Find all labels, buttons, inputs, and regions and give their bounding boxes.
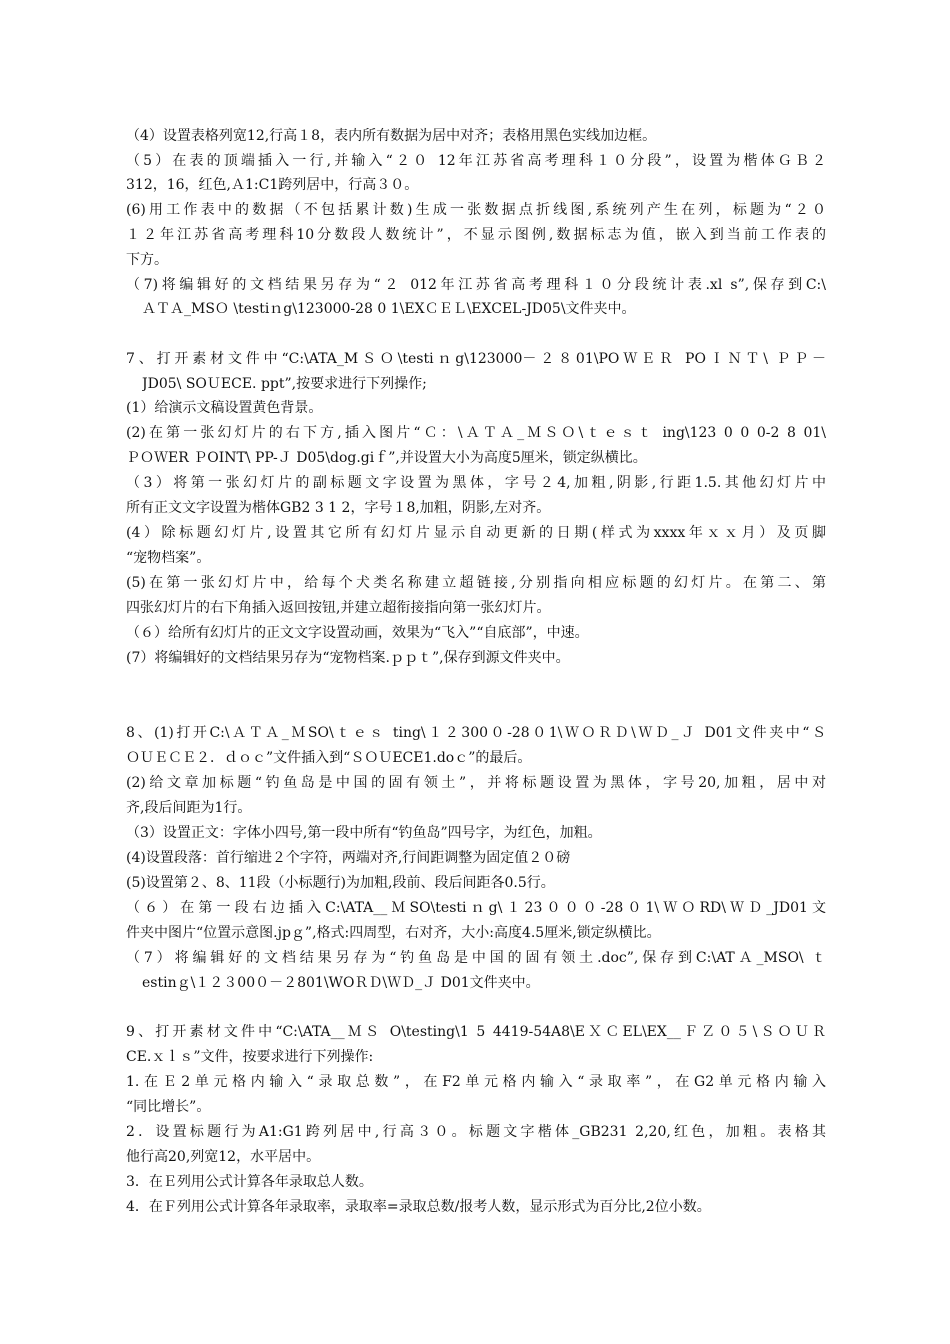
text-line: （3）将第一张幻灯片的副标题文字设置为黑体，字号２4,加粗,阴影,行距1.5.其他幻灯片中 — [126, 475, 826, 491]
text-line: １２年江苏省高考理科10分数段人数统计”，不显示图例,数据标志为值，嵌入到当前工作表的 — [126, 227, 826, 243]
text-line: 7、打开素材文件中“C:\ATA_MＳＯ\testiｎg\123000－２８01\POＷＥＲ POＩＮＴ\ ＰＰ－ — [126, 351, 826, 367]
text-line: 2．设置标题行为A1:G1跨列居中,行高３０。标题文字楷体_GB231 2,20,红色，加粗。表格其 — [126, 1124, 826, 1140]
text-line: ＯＵＥＣＥ２．ｄｏｃ”文件插入到“ＳＯＵECE1.doｃ”的最后。 — [126, 750, 532, 766]
text-line: “同比增长”。 — [126, 1099, 211, 1115]
text-line: 件夹中图片“位置示意图.jpｇ”,格式:四周型，右对齐，大小:高度4.5厘米,锁定纵横比。 — [126, 925, 661, 941]
text-line: （3）设置正文：字体小四号,第一段中所有“钓鱼岛”四号字，为红色，加粗。 — [126, 825, 602, 841]
text-line: （６）给所有幻灯片的正文文字设置动画，效果为“飞入”“自底部”，中速。 — [126, 625, 589, 641]
text-line: （4）设置表格列宽12,行高１8，表内所有数据为居中对齐；表格用黑色实线加边框。 — [126, 128, 657, 144]
text-line: 9、打开素材文件中“C:\ATA__ＭＳ O\testing\1 5 4419-54A8\EＸＣEL\EX__ＦＺ０５\ＳＯＵＲ — [126, 1024, 826, 1040]
text-line: 他行高20,列宽12，水平居中。 — [126, 1149, 321, 1165]
text-line: （5）在表的顶端插入一行,并输入“２０ 12年江苏省高考理科１０分段”，设置为楷体ＧＢ２ — [126, 153, 826, 169]
text-line: (6)用工作表中的数据（不包括累计数)生成一张数据点折线图,系统列产生在列，标题为“２０ — [126, 202, 826, 218]
text-line: ＰＯＷER ＰOINT\ PP-Ｊ D05\dog.giｆ”,并设置大小为高度5厘米，锁定纵横比。 — [126, 450, 647, 466]
text-line: CE.ｘｌｓ”文件，按要求进行下列操作: — [126, 1049, 374, 1065]
text-line: (2)给文章加标题“钓鱼岛是中国的固有领土”，并将标题设置为黑体，字号20,加粗，居中对 — [126, 775, 826, 791]
text-line: estinｇ\１２３00０－２801\WOＲＤ\ＷＤ_Ｊ D01文件夹中。 — [142, 975, 540, 991]
text-line: 1.在Ｅ2单元格内输入“录取总数”，在F2单元格内输入“录取率”，在G2单元格内输入 — [126, 1074, 826, 1090]
text-line: 312，16，红色,Ａ1:C1跨列居中，行高３０。 — [126, 177, 419, 193]
text-line: 四张幻灯片的右下角插入返回按钮,并建立超衔接指向第一张幻灯片。 — [126, 600, 551, 616]
text-line: (1）给演示文稿设置黄色背景。 — [126, 400, 323, 416]
text-line: 下方。 — [126, 252, 168, 268]
text-line: 8、(1)打开C:\ＡＴＡ_ＭSO\ｔｅｓ ting\１２300０-28０1\ＷＯＲＤ\ＷＤ_Ｊ D01文件夹中“Ｓ — [126, 725, 826, 741]
text-line: 所有正文文字设置为楷体GB2 3 1 2，字号１8,加粗，阴影,左对齐。 — [126, 500, 551, 516]
text-line: (7）将编辑好的文档结果另存为“宠物档案.ｐｐｔ”,保存到源文件夹中。 — [126, 650, 570, 666]
text-line: “宠物档案”。 — [126, 550, 211, 566]
text-line: （7)将编辑好的文档结果另存为“２ 012年江苏省高考理科１０分段统计表.xl s”,保存到C:\ — [126, 277, 826, 293]
text-line: (4)设置段落：首行缩进２个字符，两端对齐,行间距调整为固定值２０磅 — [126, 850, 571, 866]
text-line: 齐,段后间距为1行。 — [126, 800, 252, 816]
text-line: (4）除标题幻灯片,设置其它所有幻灯片显示自动更新的日期(样式为xxxx年ｘｘ月）及页脚 — [126, 525, 826, 541]
text-line: (5)设置第２、8、11段（小标题行)为加粗,段前、段后间距各0.5行。 — [126, 875, 555, 891]
text-line: (2)在第一张幻灯片的右下方,插入图片“Ｃ：\ＡＴＡ_ＭＳＯ\ｔｅｓｔ ing\123 0 0 0-2 8 01\ — [126, 425, 826, 441]
text-line: 3．在Ｅ列用公式计算各年录取总人数。 — [126, 1174, 373, 1190]
text-line: ＡＴＡ_MSＯ \testiｎg\123000-28 0 1\EXＣＥＬ\EXCEL-JD05\文件夹中。 — [142, 301, 636, 317]
text-line: JD05\ SOＵECE. ppt”,按要求进行下列操作; — [142, 376, 427, 392]
text-line: （7）将编辑好的文档结果另存为“钓鱼岛是中国的固有领土.doc”,保存到C:\ATＡ_MSO\ ｔ — [126, 950, 826, 966]
text-line: 4．在Ｆ列用公式计算各年录取率，录取率=录取总数/报考人数，显示形式为百分比,2位小数。 — [126, 1199, 711, 1215]
text-line: （６）在第一段右边插入C:\ATA__ＭSO\testiｎg\１23０００-28０1\ＷＯRD\ＷＤ_JD01文 — [126, 900, 826, 916]
text-line: (5)在第一张幻灯片中，给每个犬类名称建立超链接,分别指向相应标题的幻灯片。在第二、第 — [126, 575, 826, 591]
